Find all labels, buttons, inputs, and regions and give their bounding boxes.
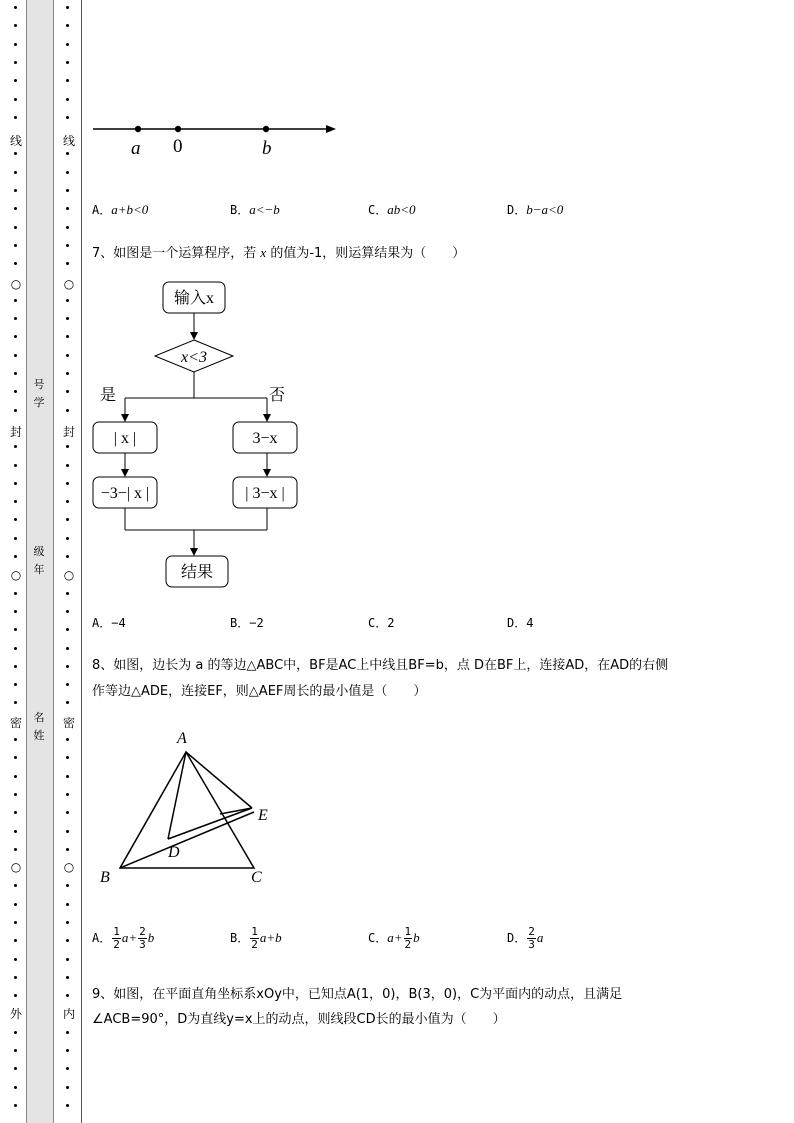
binding-dot <box>66 701 69 704</box>
binding-dot <box>14 317 17 320</box>
binding-dot <box>14 226 17 229</box>
binding-dot <box>66 1067 69 1070</box>
binding-dot <box>14 592 17 595</box>
q7-option-c[interactable]: C．2 <box>368 616 395 630</box>
binding-dot <box>14 61 17 64</box>
binding-dot <box>14 756 17 759</box>
outer-label-circle: ○ <box>10 568 22 582</box>
binding-dot <box>14 775 17 778</box>
segment-bf <box>120 812 254 868</box>
inner-label-circle: ○ <box>63 277 75 291</box>
binding-dot <box>14 537 17 540</box>
flow-condition-text: x<3 <box>181 349 207 366</box>
q9-stem-line1: 9、如图，在平面直角坐标系xOy中，已知点A(1，0)，B(3，0)，C为平面内的动点，且满足 <box>92 987 623 1002</box>
binding-dot <box>14 6 17 9</box>
q9-stem-line2: ∠ACB=90°，D为直线y=x上的动点，则线段CD长的最小值为（ ） <box>92 1012 506 1027</box>
binding-dot <box>14 189 17 192</box>
label-C: C <box>251 869 262 886</box>
outer-label-xian: 线 <box>9 134 22 148</box>
point-b <box>263 126 269 132</box>
fraction: $\frac{1}{2}$ <box>113 925 120 951</box>
binding-dot <box>66 152 69 155</box>
binding-dot <box>66 335 69 338</box>
binding-dot <box>14 793 17 796</box>
binding-dot <box>14 1049 17 1052</box>
flow-left1-text: | x | <box>113 430 137 447</box>
flow-result-text: 结果 <box>180 564 214 581</box>
point-zero <box>175 126 181 132</box>
label-zero: 0 <box>173 136 183 157</box>
binding-dot <box>66 116 69 119</box>
binding-dot <box>66 98 69 101</box>
binding-dot <box>66 647 69 650</box>
binding-dot <box>14 79 17 82</box>
segment-de <box>168 808 252 839</box>
binding-dot <box>66 939 69 942</box>
binding-dot <box>66 482 69 485</box>
binding-dot <box>14 335 17 338</box>
q6-option-d[interactable]: D．b−a<0 <box>507 202 564 217</box>
binding-dot <box>66 24 69 27</box>
binding-dot <box>66 537 69 540</box>
binding-dot <box>14 171 17 174</box>
inner-label-mi: 密 <box>62 716 75 730</box>
binding-dot <box>66 592 69 595</box>
binding-dot <box>14 738 17 741</box>
binding-dot <box>14 884 17 887</box>
binding-dot <box>66 390 69 393</box>
label-D: D <box>168 844 180 861</box>
binding-dot <box>66 518 69 521</box>
binding-dot <box>66 610 69 613</box>
q7-flowchart <box>88 276 318 594</box>
label-E: E <box>258 807 268 824</box>
binding-dot <box>66 738 69 741</box>
name-label: 名姓 <box>33 711 45 742</box>
binding-dot <box>14 628 17 631</box>
binding-dot <box>14 207 17 210</box>
binding-dot <box>66 830 69 833</box>
binding-dot <box>66 317 69 320</box>
binding-dot <box>14 500 17 503</box>
label-a: a <box>131 138 141 159</box>
q8-stem-line1: 8、如图，边长为 a 的等边△ABC中，BF是AC上中线且BF=b，点 D在BF上，连接AD，在AD的右侧 <box>92 658 669 673</box>
fraction: $\frac{2}{3}$ <box>528 925 535 951</box>
binding-dot <box>66 1049 69 1052</box>
binding-dot <box>66 555 69 558</box>
q8-stem-line2: 作等边△ADE，连接EF，则△AEF周长的最小值是（ ） <box>92 684 427 699</box>
binding-dot <box>66 500 69 503</box>
q7-stem: 7、如图是一个运算程序，若 x 的值为-1，则运算结果为（ ） <box>92 245 466 261</box>
binding-dot <box>66 903 69 906</box>
binding-dot <box>14 244 17 247</box>
fraction: $\frac{1}{2}$ <box>251 925 258 951</box>
flow-no-label: 否 <box>268 387 286 404</box>
binding-dot <box>14 1104 17 1107</box>
binding-dot <box>14 848 17 851</box>
inner-label-xian: 线 <box>62 134 75 148</box>
outer-label-feng: 封 <box>9 425 22 439</box>
binding-dot <box>66 976 69 979</box>
binding-dot <box>14 445 17 448</box>
binding-dot <box>14 464 17 467</box>
margin-rule <box>81 0 82 1123</box>
inner-label-circle: ○ <box>63 860 75 874</box>
binding-dot <box>66 683 69 686</box>
inner-label-circle: ○ <box>63 568 75 582</box>
inner-label-feng: 封 <box>62 425 75 439</box>
binding-dot <box>66 171 69 174</box>
outer-label-circle: ○ <box>10 860 22 874</box>
q8-triangle-figure <box>96 726 286 890</box>
binding-dot <box>14 390 17 393</box>
segment-ae <box>186 752 252 808</box>
q6-option-c[interactable]: C．ab<0 <box>368 202 416 217</box>
binding-dot <box>14 921 17 924</box>
flow-right1-text: 3−x <box>252 430 278 447</box>
q6-option-a[interactable]: A．a+b<0 <box>92 202 149 217</box>
q8-option-a[interactable]: A． $\frac{1}{2}$ a+ $\frac{2}{3}$ b <box>92 925 155 951</box>
binding-dot <box>14 683 17 686</box>
binding-dot <box>66 775 69 778</box>
binding-dot <box>14 299 17 302</box>
fraction: $\frac{2}{3}$ <box>139 925 146 951</box>
binding-dot <box>14 116 17 119</box>
point-a <box>135 126 141 132</box>
label-b: b <box>262 138 272 159</box>
binding-dot <box>14 976 17 979</box>
q7-option-d[interactable]: D．4 <box>507 616 534 630</box>
binding-dot <box>14 555 17 558</box>
fraction: $\frac{1}{2}$ <box>404 925 412 951</box>
binding-dot <box>66 244 69 247</box>
binding-dot <box>14 903 17 906</box>
binding-dot <box>14 1067 17 1070</box>
binding-dot <box>66 299 69 302</box>
outer-label-wai: 外 <box>9 1007 22 1021</box>
binding-dot <box>14 647 17 650</box>
grade-label: 级年 <box>33 545 45 576</box>
flow-yes-label: 是 <box>99 387 117 404</box>
binding-dot <box>66 226 69 229</box>
binding-dot <box>66 372 69 375</box>
binding-dot <box>14 665 17 668</box>
binding-dot <box>66 921 69 924</box>
binding-dot <box>14 262 17 265</box>
binding-dot <box>66 354 69 357</box>
binding-dot <box>66 262 69 265</box>
binding-dot <box>66 756 69 759</box>
binding-dot <box>66 1031 69 1034</box>
outer-label-mi: 密 <box>9 716 22 730</box>
binding-dot <box>66 628 69 631</box>
binding-dot <box>14 701 17 704</box>
q6-option-b[interactable]: B．a<−b <box>230 202 280 217</box>
flow-input-text: 输入x <box>173 290 215 307</box>
binding-dot <box>14 24 17 27</box>
binding-dot <box>14 610 17 613</box>
binding-dot <box>14 811 17 814</box>
label-B: B <box>100 869 110 886</box>
binding-dot <box>66 464 69 467</box>
binding-dot <box>14 958 17 961</box>
binding-dot <box>14 354 17 357</box>
binding-dot <box>14 372 17 375</box>
binding-dot <box>66 189 69 192</box>
q7-option-a[interactable]: A．−4 <box>92 616 126 630</box>
outer-label-circle: ○ <box>10 277 22 291</box>
binding-dot <box>66 61 69 64</box>
binding-dot <box>14 409 17 412</box>
student-number-label: 号学 <box>33 378 45 409</box>
number-line-figure <box>88 115 348 165</box>
binding-dot <box>14 830 17 833</box>
binding-dot <box>14 518 17 521</box>
q7-option-b[interactable]: B．−2 <box>230 616 264 630</box>
binding-dot <box>66 811 69 814</box>
binding-dot <box>66 958 69 961</box>
triangle-abc <box>120 752 254 868</box>
binding-dot <box>66 445 69 448</box>
arrow-head-icon <box>326 125 336 133</box>
binding-dot <box>66 6 69 9</box>
binding-dot <box>14 994 17 997</box>
binding-dot <box>66 848 69 851</box>
flow-right2-text: | 3−x | <box>245 485 285 502</box>
binding-dot <box>14 1086 17 1089</box>
q8-option-c[interactable]: C．a+ $\frac{1}{2}$ b <box>368 925 420 951</box>
label-A: A <box>177 730 187 747</box>
binding-dot <box>14 482 17 485</box>
q8-option-b[interactable]: B． $\frac{1}{2}$ a+b <box>230 925 282 951</box>
binding-dot <box>66 79 69 82</box>
binding-dot <box>14 1031 17 1034</box>
binding-dot <box>14 98 17 101</box>
binding-dot <box>66 43 69 46</box>
inner-label-nei: 内 <box>62 1007 75 1021</box>
binding-dot <box>66 665 69 668</box>
segment-ad <box>168 752 186 839</box>
binding-dot <box>66 409 69 412</box>
binding-dot <box>66 1086 69 1089</box>
binding-dot <box>14 43 17 46</box>
flow-left2-text: −3−| x | <box>100 485 150 502</box>
binding-dot <box>66 1104 69 1107</box>
binding-dot <box>14 152 17 155</box>
binding-dot <box>66 884 69 887</box>
binding-dot <box>66 994 69 997</box>
binding-dot <box>14 939 17 942</box>
binding-dot <box>66 207 69 210</box>
q8-option-d[interactable]: D． $\frac{2}{3}$ a <box>507 925 544 951</box>
segment-ef <box>220 808 252 814</box>
binding-dot <box>66 793 69 796</box>
